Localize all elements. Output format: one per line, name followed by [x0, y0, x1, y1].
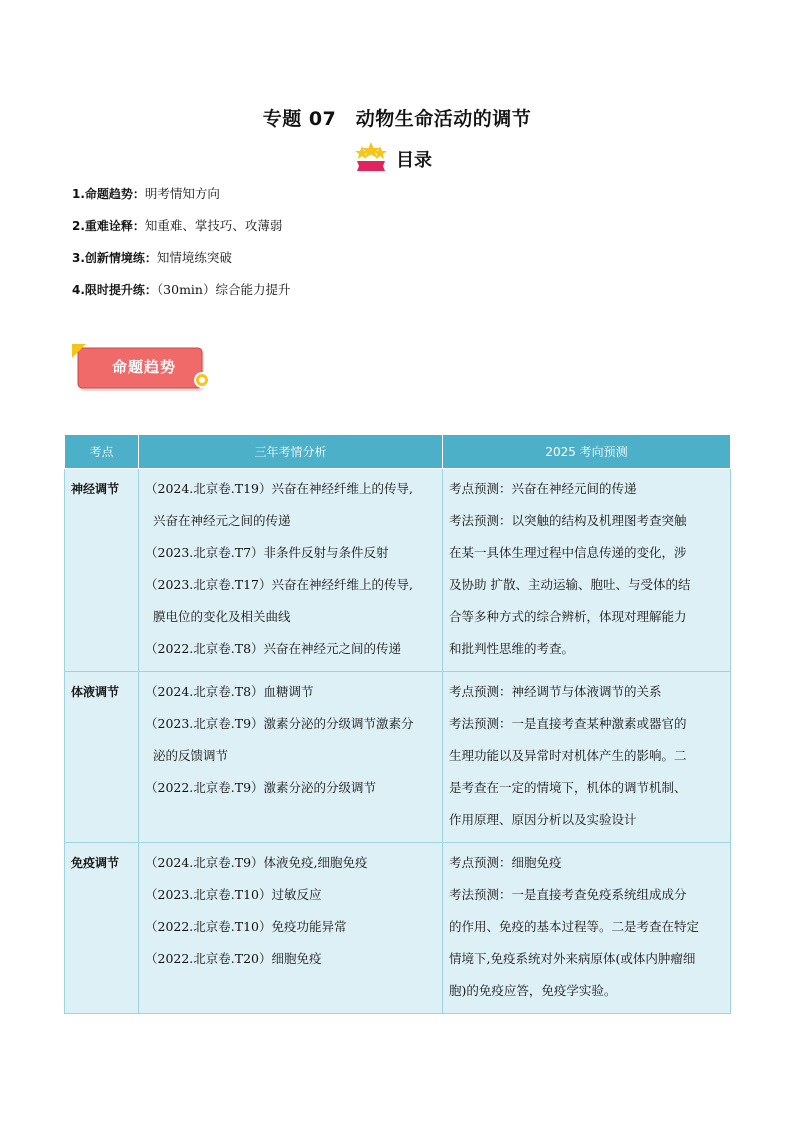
- toc-item-3[interactable]: [72, 247, 290, 279]
- analysis-line: 泌的反馈调节: [153, 748, 229, 763]
- toc-item-1[interactable]: [72, 183, 290, 215]
- analysis-line: 膜电位的变化及相关曲线: [153, 609, 291, 624]
- forecast-cell: [443, 843, 731, 1014]
- toc-item-label: 3.创新情境练：: [72, 251, 157, 265]
- toc-item-text: 明考情知方向: [144, 186, 220, 201]
- analysis-line: （2024.北京卷.T19）兴奋在神经纤维上的传导,: [145, 481, 413, 496]
- exam-trend-table: [64, 434, 731, 1014]
- forecast-line: 考点预测：神经调节与体液调节的关系: [449, 684, 662, 699]
- analysis-line: （2023.北京卷.T17）兴奋在神经纤维上的传导,: [145, 577, 413, 592]
- header-topic: 考点: [65, 435, 139, 469]
- forecast-line: 的作用、免疫的基本过程等。二是考查在特定: [449, 919, 700, 934]
- toc-item-label: 2.重难诠释：: [72, 219, 145, 233]
- toc-item-4[interactable]: [72, 279, 290, 311]
- forecast-line: 是考查在一定的情境下，机体的调节机制、: [449, 780, 687, 795]
- forecast-line: 考法预测：一是直接考查某种激素或器官的: [449, 716, 687, 731]
- toc-item-label: 1.命题趋势：: [72, 187, 145, 201]
- forecast-line: 情境下,免疫系统对外来病原体(或体内肿瘤细: [449, 951, 696, 966]
- forecast-cell: [443, 672, 731, 843]
- analysis-line: （2022.北京卷.T10）免疫功能异常: [145, 919, 347, 934]
- table-header-row: [65, 435, 731, 469]
- toc-item-2[interactable]: [72, 215, 290, 247]
- forecast-line: 胞)的免疫应答，免疫学实验。: [449, 983, 617, 998]
- forecast-line: 在某一具体生理过程中信息传递的变化，涉: [449, 545, 687, 560]
- analysis-cell: [139, 672, 443, 843]
- forecast-line: 合等多种方式的综合辨析，体现对理解能力: [449, 609, 687, 624]
- forecast-line: 作用原理、原因分析以及实验设计: [449, 812, 637, 827]
- toc-item-text: 知情境练突破: [156, 250, 232, 265]
- toc-heading: [354, 142, 432, 176]
- header-analysis: 三年考情分析: [139, 435, 443, 469]
- analysis-line: （2023.北京卷.T7）非条件反射与条件反射: [145, 545, 389, 560]
- section-banner: [72, 342, 214, 400]
- forecast-line: 和批判性思维的考查。: [449, 641, 575, 656]
- topic-cell: 体液调节: [65, 672, 139, 843]
- topic-cell: 神经调节: [65, 469, 139, 672]
- analysis-line: （2024.北京卷.T8）血糖调节: [145, 684, 314, 699]
- crown-ribbon-icon: [354, 142, 388, 176]
- table-row: [65, 469, 731, 672]
- analysis-cell: [139, 469, 443, 672]
- analysis-line: （2022.北京卷.T20）细胞免疫: [145, 951, 322, 966]
- analysis-line: （2023.北京卷.T9）激素分泌的分级调节激素分: [145, 716, 414, 731]
- forecast-line: 考点预测：细胞免疫: [449, 855, 562, 870]
- forecast-line: 考点预测：兴奋在神经元间的传递: [449, 481, 637, 496]
- topic-cell: 免疫调节: [65, 843, 139, 1014]
- page-title: 专题 07 动物生命活动的调节: [262, 108, 532, 130]
- toc-item-text: （30min）综合能力提升: [156, 282, 291, 297]
- forecast-line: 考法预测：以突触的结构及机理图考查突触: [449, 513, 687, 528]
- forecast-line: 及协助 扩散、主动运输、胞吐、与受体的结: [449, 577, 691, 592]
- toc-title: 目录: [396, 150, 432, 171]
- analysis-cell: [139, 843, 443, 1014]
- table-of-contents: [72, 183, 290, 311]
- table-row: [65, 843, 731, 1014]
- analysis-line: （2024.北京卷.T9）体液免疫,细胞免疫: [145, 855, 368, 870]
- table-row: [65, 672, 731, 843]
- analysis-line: 兴奋在神经元之间的传递: [153, 513, 291, 528]
- forecast-cell: [443, 469, 731, 672]
- forecast-line: 生理功能以及异常时对机体产生的影响。二: [449, 748, 687, 763]
- toc-item-label: 4.限时提升练：: [72, 283, 157, 297]
- banner-label: 命题趋势: [111, 358, 176, 376]
- header-forecast: 2025 考向预测: [443, 435, 731, 469]
- analysis-line: （2023.北京卷.T10）过敏反应: [145, 887, 322, 902]
- analysis-line: （2022.北京卷.T9）激素分泌的分级调节: [145, 780, 377, 795]
- toc-item-text: 知重难、掌技巧、攻薄弱: [144, 218, 283, 233]
- forecast-line: 考法预测：一是直接考查免疫系统组成成分: [449, 887, 687, 902]
- analysis-line: （2022.北京卷.T8）兴奋在神经元之间的传递: [145, 641, 402, 656]
